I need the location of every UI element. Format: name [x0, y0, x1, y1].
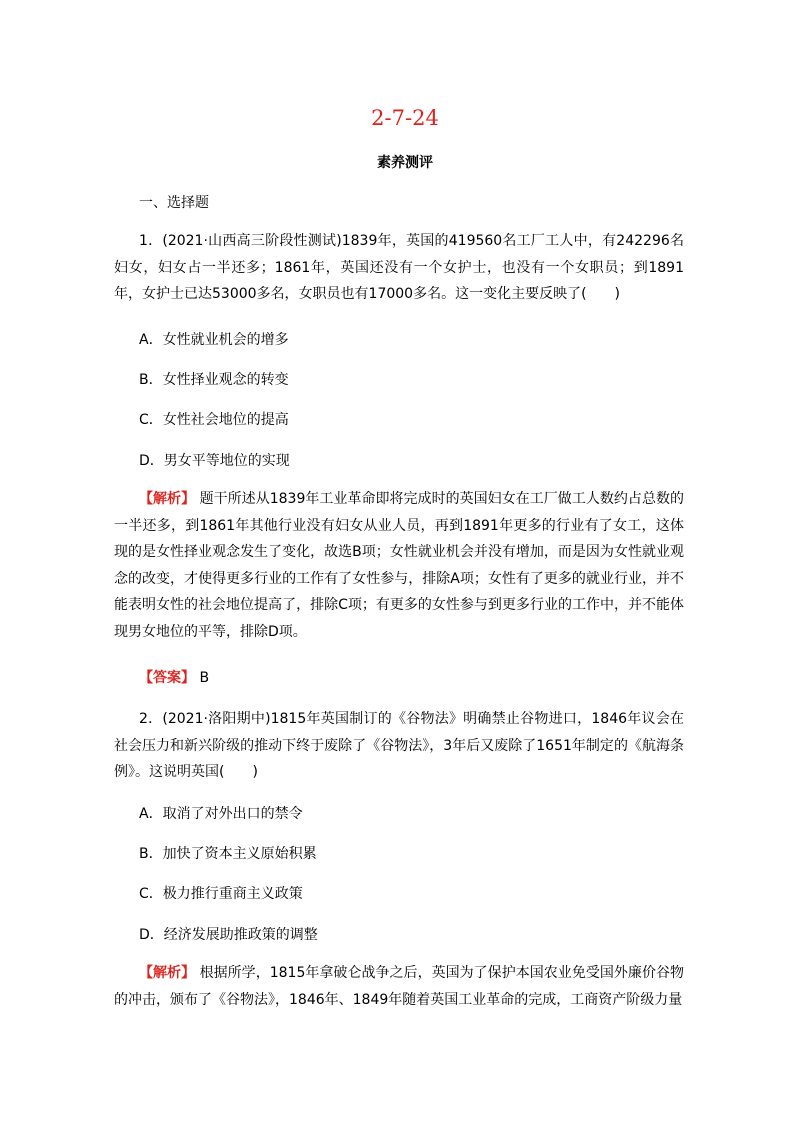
question-2-option-d: D．经济发展助推政策的调整 — [139, 927, 318, 943]
question-1-option-b: B．女性择业观念的转变 — [139, 372, 289, 388]
question-1-answer — [139, 667, 209, 687]
question-2-option-a: A．取消了对外出口的禁令 — [139, 806, 303, 822]
question-2-option-b: B．加快了资本主义原始积累 — [139, 846, 317, 862]
analysis-tag: 【解析】 — [139, 491, 196, 507]
answer-tag: 【答案】 — [139, 670, 195, 686]
section-title: 一、选择题 — [139, 195, 209, 211]
question-2-analysis — [114, 960, 684, 1013]
question-1-stem: 1．(2021·山西高三阶段性测试)1839年，英国的419560名工厂工人中，有242296名妇女，妇女占一半还多；1861年，英国还没有一个女护士，也没有一个女职员；到1891年，女护士已达53000多名，女职员也有17000多名。这一变化主要反映了( ) — [114, 233, 684, 302]
document-code: 2-7-24 — [371, 106, 439, 130]
question-1-option-c: C．女性社会地位的提高 — [139, 412, 289, 428]
document-subtitle: 素养测评 — [377, 155, 433, 171]
answer-value: B — [199, 670, 210, 686]
analysis-tag: 【解析】 — [139, 965, 196, 981]
analysis-text: 根据所学，1815年拿破仑战争之后，英国为了保护本国农业免受国外廉价谷物的冲击，颁布了《谷物法》，1846年、1849年随着英国工业革命的完成，工商资产阶级力量 — [114, 965, 685, 1008]
question-1-option-d: D．男女平等地位的实现 — [139, 453, 290, 469]
question-1-analysis — [114, 486, 684, 645]
question-1-option-a: A．女性就业机会的增多 — [139, 332, 289, 348]
analysis-text: 题干所述从1839年工业革命即将完成时的英国妇女在工厂做工人数约占总数的一半还多，到1861年其他行业没有妇女从业人员，再到1891年更多的行业有了女工，这体现的是女性择业观念发生了变化，故选B项；女性就业机会并没有增加，而是因为女性就业观念的改变，才使得更多行业的工作有了女性参与，排除A项；女性有了更多的就业行业，并不能表明女性的社会地位提高了，排除C项；有更多的女性参与到更多行业的工作中，并不能体现男女地位的平等，排除D项。 — [114, 491, 685, 640]
question-2-stem: 2．(2021·洛阳期中)1815年英国制订的《谷物法》明确禁止谷物进口，1846年议会在社会压力和新兴阶级的推动下终于废除了《谷物法》，3年后又废除了1651年制定的《航海条例》。这说明英国( ) — [114, 711, 684, 780]
question-2-option-c: C．极力推行重商主义政策 — [139, 886, 303, 902]
